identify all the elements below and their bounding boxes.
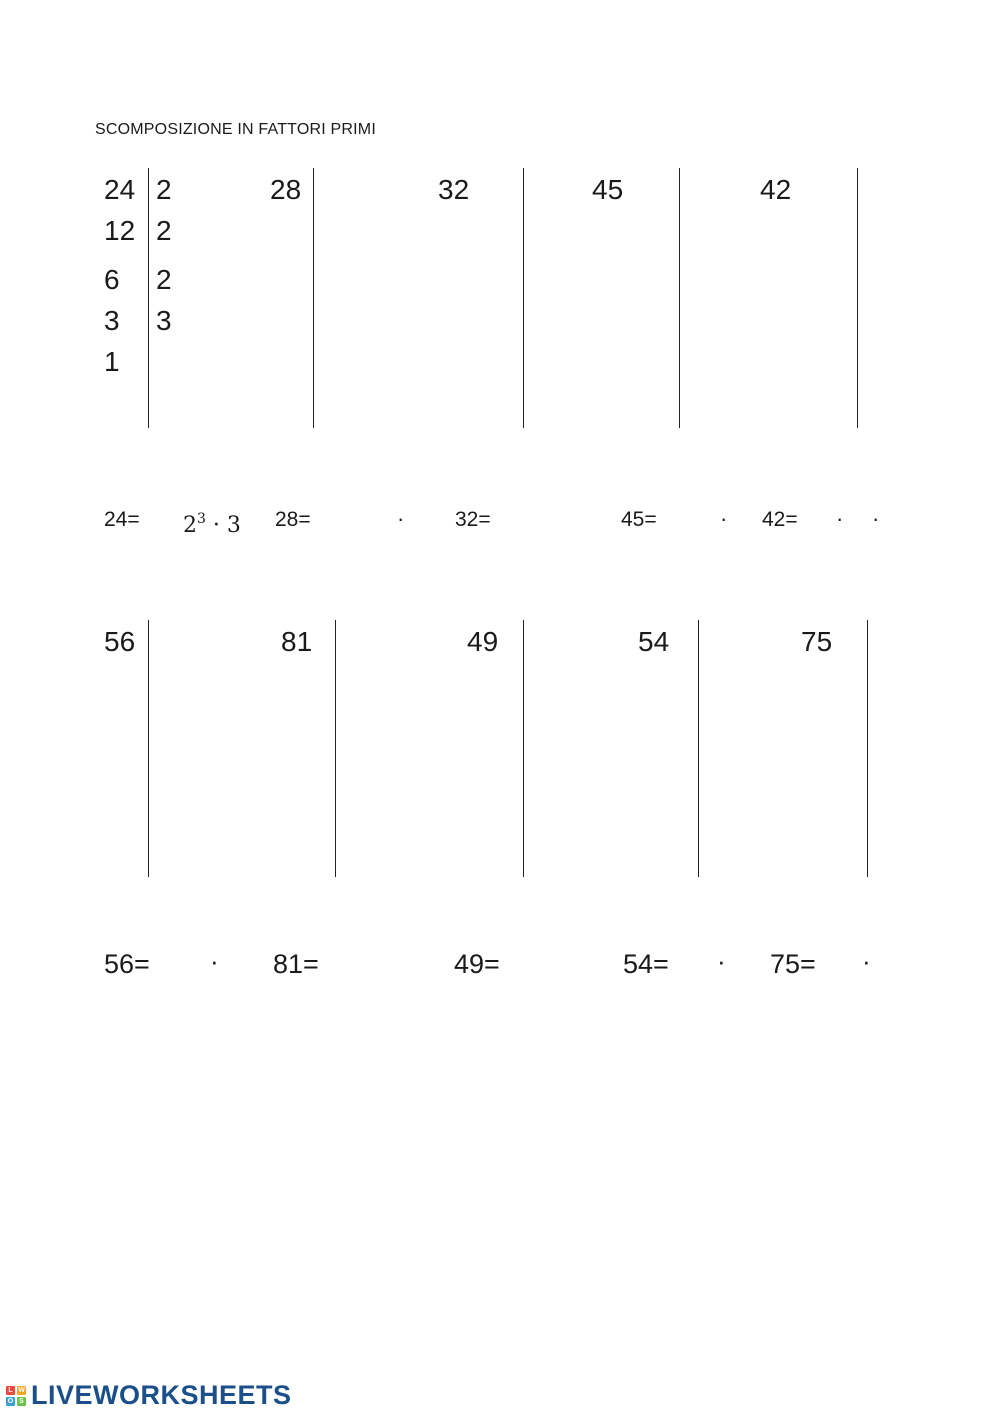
number-to-factor: 81	[281, 626, 313, 657]
example-divisor: 2	[156, 174, 172, 205]
multiply-dot: ·	[872, 506, 880, 531]
number-to-factor: 42	[760, 174, 792, 205]
number-to-factor: 75	[801, 626, 833, 657]
multiply-dot: ·	[720, 506, 728, 531]
divider-line	[523, 168, 524, 428]
result-label: 45=	[621, 508, 657, 531]
example-dividend: 12	[104, 215, 136, 246]
multiply-dot: ·	[397, 506, 405, 531]
result-label: 75=	[770, 949, 816, 979]
number-to-factor: 45	[592, 174, 624, 205]
example-divisor: 3	[156, 305, 172, 336]
example-divisor: 2	[156, 264, 172, 295]
multiply-dot: ·	[210, 946, 219, 976]
divider-line	[523, 620, 524, 877]
logo-square: S	[17, 1397, 26, 1406]
result-label: 56=	[104, 949, 150, 979]
multiply-dot: ·	[862, 946, 871, 976]
divider-line	[698, 620, 699, 877]
number-to-factor: 54	[638, 626, 670, 657]
example-dividend: 3	[104, 305, 120, 336]
example-divisor: 2	[156, 215, 172, 246]
logo-square: O	[7, 1397, 14, 1405]
answer-exponent: 3	[197, 511, 206, 527]
multiply-dot: ·	[836, 506, 844, 531]
divider-line	[313, 168, 314, 428]
divider-line	[148, 168, 149, 428]
result-label: 24=	[104, 508, 140, 531]
answer-rest: · 3	[212, 513, 241, 538]
example-dividend: 24	[104, 174, 136, 205]
example-answer	[183, 507, 241, 538]
result-label: 42=	[762, 508, 798, 531]
result-label: 81=	[273, 949, 319, 979]
divider-line	[335, 620, 336, 877]
multiply-dot: ·	[717, 946, 726, 976]
number-to-factor: 32	[438, 174, 470, 205]
result-label: 32=	[455, 508, 491, 531]
example-dividend: 6	[104, 264, 120, 295]
logo-text: LIVEWORKSHEETS	[31, 1380, 292, 1410]
result-label: 28=	[275, 508, 311, 531]
logo-icon	[6, 1386, 26, 1406]
example-dividend: 1	[104, 346, 120, 377]
answer-base: 2	[183, 513, 197, 538]
number-to-factor: 56	[104, 626, 136, 657]
logo-square: L	[6, 1386, 15, 1395]
result-label: 49=	[454, 949, 500, 979]
divider-line	[857, 168, 858, 428]
divider-line	[679, 168, 680, 428]
divider-line	[867, 620, 868, 877]
logo-square: W	[18, 1386, 25, 1394]
number-to-factor: 49	[467, 626, 499, 657]
divider-line	[148, 620, 149, 877]
liveworksheets-logo	[6, 1380, 292, 1411]
result-label: 54=	[623, 949, 669, 979]
worksheet-title: SCOMPOSIZIONE IN FATTORI PRIMI	[95, 121, 376, 138]
number-to-factor: 28	[270, 174, 302, 205]
